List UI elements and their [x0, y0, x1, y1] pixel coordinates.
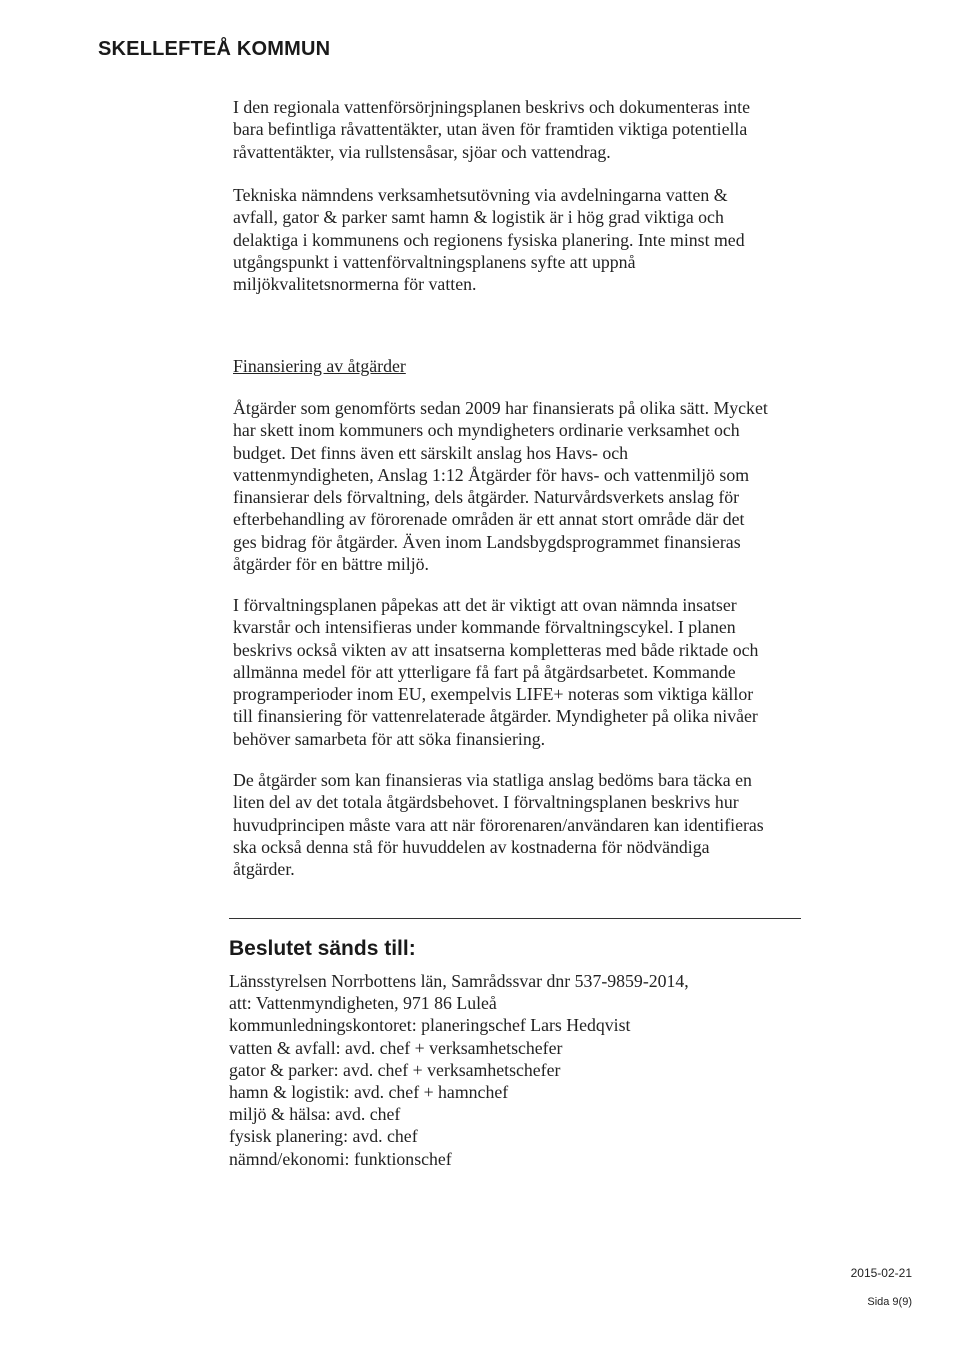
text-line: huvudprincipen måste vara att när förorenaren/användaren kan identifieras — [233, 814, 764, 835]
paragraph-technical-committee — [233, 184, 745, 295]
text-line: Åtgärder som genomförts sedan 2009 har finansierats på olika sätt. Mycket — [233, 398, 768, 418]
text-line: I förvaltningsplanen påpekas att det är viktigt att ovan nämnda insatser — [233, 595, 737, 615]
text-line: delaktiga i kommunens och regionens fysiska planering. Inte minst med — [233, 229, 745, 250]
recipient-line: vatten & avfall: avd. chef + verksamhetschefer — [229, 1037, 563, 1058]
text-line: åtgärder för en bättre miljö. — [233, 554, 430, 575]
text-line: ges bidrag för åtgärder. Även inom Landsbygdsprogrammet finansieras — [233, 531, 741, 552]
decision-recipients-title: Beslutet sänds till: — [229, 937, 416, 960]
text-line: finansierar dels förvaltning, dels åtgärder. Naturvårdsverkets anslag för — [233, 487, 740, 508]
text-line: De åtgärder som kan finansieras via statliga anslag bedöms bara täcka en — [233, 770, 752, 790]
decision-recipients-list — [229, 970, 689, 1170]
divider-line — [229, 918, 801, 919]
recipient-line: nämnd/ekonomi: funktionschef — [229, 1148, 452, 1169]
paragraph-measures-financed — [233, 397, 768, 575]
text-line: beskrivs också vikten av att insatserna kompletteras med både riktade och — [233, 639, 759, 660]
text-line: avfall, gator & parker samt hamn & logistik är i hög grad viktiga och — [233, 207, 724, 228]
section-heading-financing: Finansiering av åtgärder — [233, 356, 406, 376]
text-line: råvattentäkter, via rullstensåsar, sjöar och vattendrag. — [233, 141, 611, 162]
text-line: programperioder inom EU, exempelvis LIFE+ noteras som viktiga källor — [233, 684, 754, 705]
recipient-line: att: Vattenmyndigheten, 971 86 Luleå — [229, 993, 497, 1014]
document-date: 2015-02-21 — [850, 1266, 912, 1280]
text-line: miljökvalitetsnormerna för vatten. — [233, 274, 477, 295]
paragraph-water-supply-plan — [233, 96, 750, 163]
text-line: budget. Det finns även ett särskilt anslag hos Havs- och — [233, 442, 629, 463]
text-line: liten del av det totala åtgärdsbehovet. I förvaltningsplanen beskrivs hur — [233, 792, 739, 813]
text-line: bara befintliga råvattentäkter, utan även för framtiden viktiga potentiella — [233, 119, 748, 140]
recipient-line: miljö & hälsa: avd. chef — [229, 1104, 401, 1125]
text-line: till finansiering för vattenrelaterade åtgärder. Myndigheter på olika nivåer — [233, 706, 758, 727]
text-line: vattenmyndigheten, Anslag 1:12 Åtgärder för havs- och vattenmiljö som — [233, 464, 750, 485]
text-line: kvarstår och intensifieras under kommande förvaltningscykel. I planen — [233, 617, 736, 638]
text-line: Tekniska nämndens verksamhetsutövning via avdelningarna vatten & — [233, 185, 728, 205]
text-line: behöver samarbeta för att söka finansiering. — [233, 728, 546, 749]
text-line: I den regionala vattenförsörjningsplanen beskrivs och dokumenteras inte — [233, 97, 750, 117]
paragraph-state-grants — [233, 769, 764, 880]
text-line: har skett inom kommuners och myndigheters ordinarie verksamhet och — [233, 420, 740, 441]
paragraph-management-plan — [233, 594, 758, 750]
recipient-line: kommunledningskontoret: planeringschef Lars Hedqvist — [229, 1015, 631, 1036]
recipient-line: hamn & logistik: avd. chef + hamnchef — [229, 1082, 509, 1103]
recipient-line: fysisk planering: avd. chef — [229, 1126, 418, 1147]
text-line: åtgärder. — [233, 859, 295, 880]
text-line: utgångspunkt i vattenförvaltningsplanens syfte att uppnå — [233, 251, 636, 272]
text-line: allmänna medel för att ytterligare få fart på åtgärdsarbetet. Kommande — [233, 661, 736, 682]
text-line: efterbehandling av förorenade områden är ett annat stort område där det — [233, 509, 745, 530]
recipient-line: Länsstyrelsen Norrbottens län, Samrådssvar dnr 537-9859-2014, — [229, 971, 689, 991]
recipient-line: gator & parker: avd. chef + verksamhetschefer — [229, 1059, 561, 1080]
organization-header: SKELLEFTEÅ KOMMUN — [98, 38, 331, 60]
page-number: Sida 9(9) — [867, 1296, 912, 1308]
text-line: ska också denna stå för huvuddelen av kostnaderna för nödvändiga — [233, 836, 710, 857]
